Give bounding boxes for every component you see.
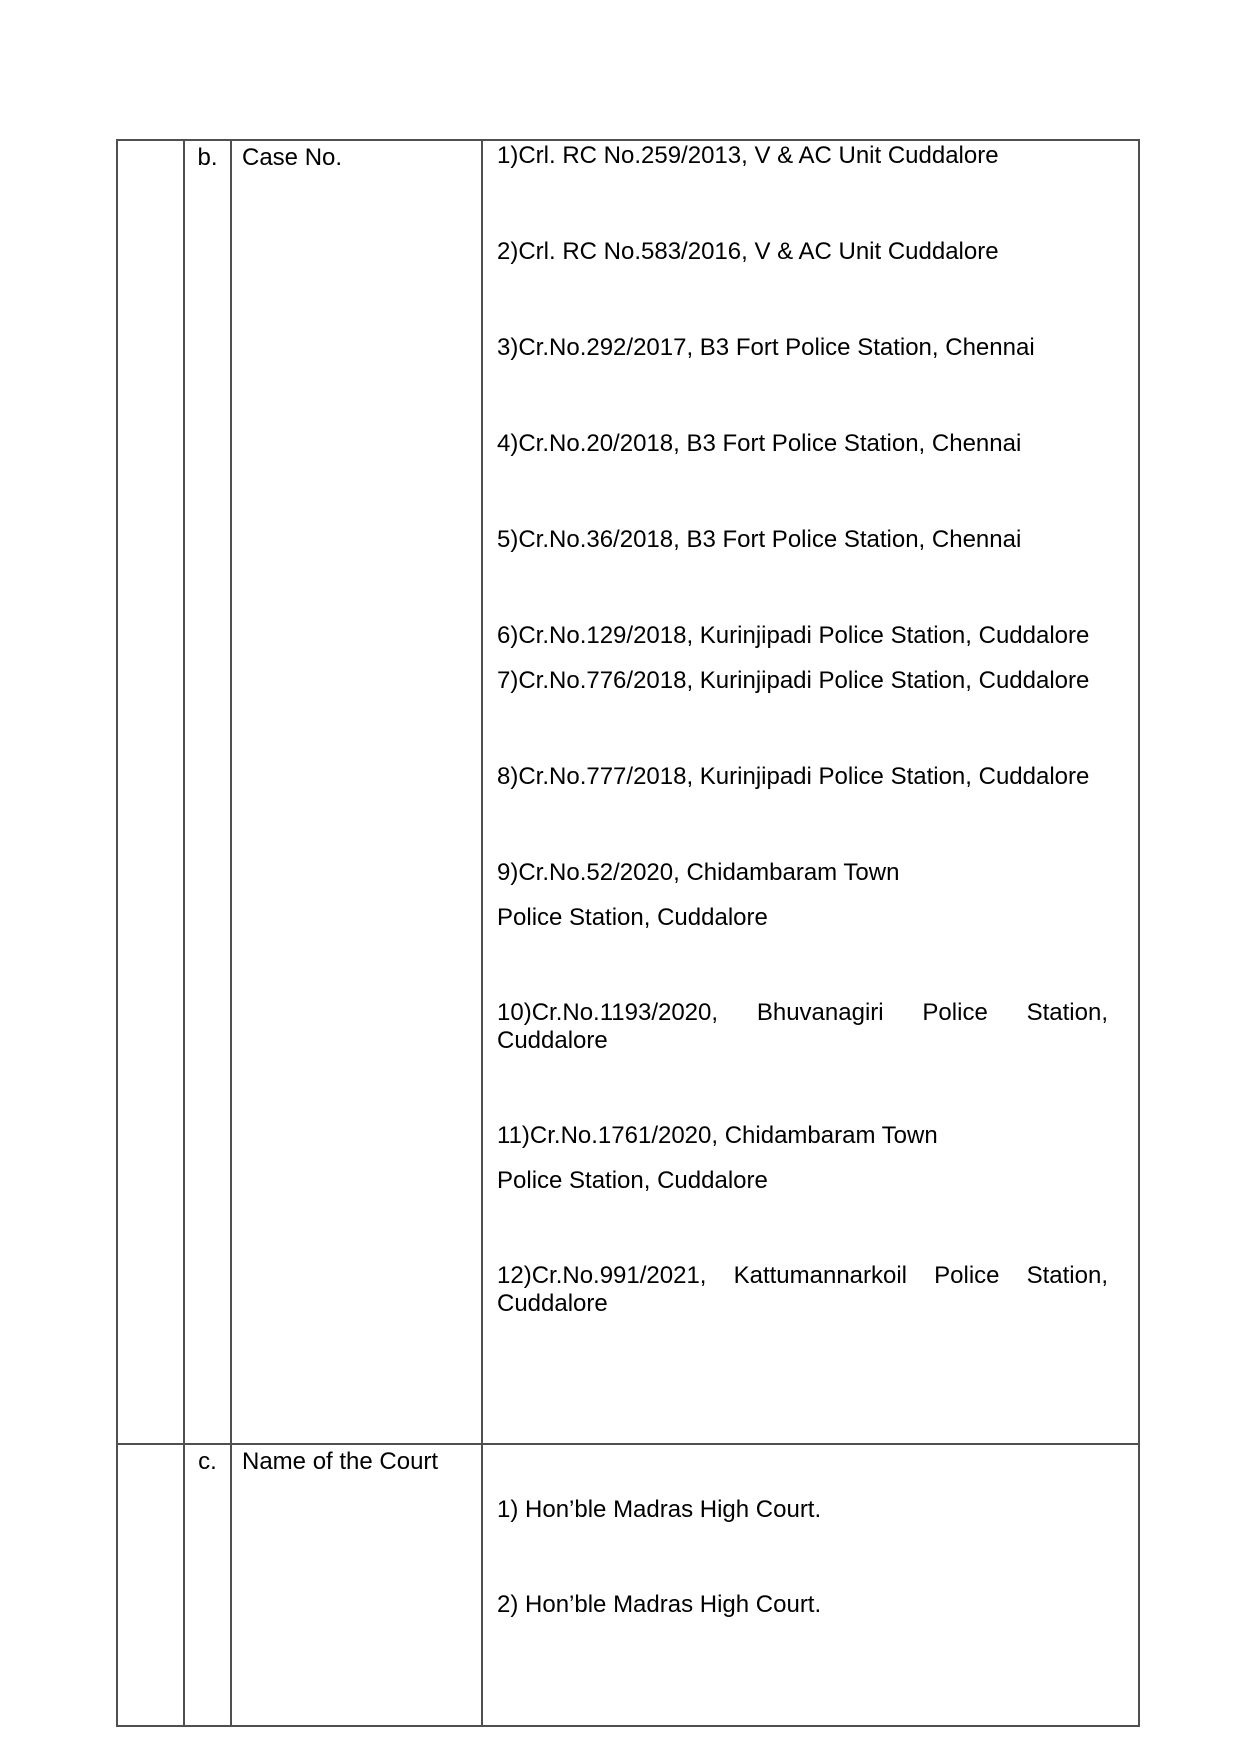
court-line: 1) Hon’ble Madras High Court. <box>497 1496 822 1523</box>
case-line: 4)Cr.No.20/2018, B3 Fort Police Station, Chennai <box>497 430 1022 457</box>
case-item <box>497 762 1108 792</box>
case-line: 1)Crl. RC No.259/2013, V & AC Unit Cuddalore <box>497 142 999 169</box>
case-item <box>497 1262 1108 1318</box>
case-line: 9)Cr.No.52/2020, Chidambaram Town <box>497 859 900 886</box>
case-line: Police Station, Cuddalore <box>497 904 768 931</box>
case-line: 6)Cr.No.129/2018, Kurinjipadi Police Station, Cuddalore <box>497 622 1090 649</box>
case-item <box>497 999 1108 1055</box>
case-item <box>497 1121 1108 1196</box>
case-item <box>497 237 1108 267</box>
case-item <box>497 141 1108 171</box>
row-c-letter: c. <box>185 1445 232 1725</box>
case-item <box>497 333 1108 363</box>
case-line: 5)Cr.No.36/2018, B3 Fort Police Station, Chennai <box>497 526 1022 553</box>
case-line: 10)Cr.No.1193/2020, Bhuvanagiri Police Station, Cuddalore <box>497 999 1108 1054</box>
row-c-label: Name of the Court <box>232 1445 483 1725</box>
row-c-margin-cell <box>118 1445 185 1725</box>
case-details-table <box>116 139 1140 1727</box>
case-item <box>497 621 1108 696</box>
row-b-margin-cell <box>118 141 185 1445</box>
court-list <box>483 1445 1138 1725</box>
case-line: 2)Crl. RC No.583/2016, V & AC Unit Cuddalore <box>497 238 999 265</box>
case-item <box>497 429 1108 459</box>
case-line: 7)Cr.No.776/2018, Kurinjipadi Police Station, Cuddalore <box>497 667 1090 694</box>
case-item <box>497 858 1108 933</box>
court-line: 2) Hon’ble Madras High Court. <box>497 1591 822 1618</box>
case-line: 3)Cr.No.292/2017, B3 Fort Police Station, Chennai <box>497 334 1035 361</box>
case-line: Police Station, Cuddalore <box>497 1167 768 1194</box>
case-line: 8)Cr.No.777/2018, Kurinjipadi Police Station, Cuddalore <box>497 763 1090 790</box>
case-item <box>497 525 1108 555</box>
row-b-label: Case No. <box>232 141 483 1445</box>
case-line: 11)Cr.No.1761/2020, Chidambaram Town <box>497 1122 938 1149</box>
case-line: 12)Cr.No.991/2021, Kattumannarkoil Police Station, Cuddalore <box>497 1262 1108 1317</box>
case-list <box>483 141 1138 1445</box>
row-b-letter: b. <box>185 141 232 1445</box>
